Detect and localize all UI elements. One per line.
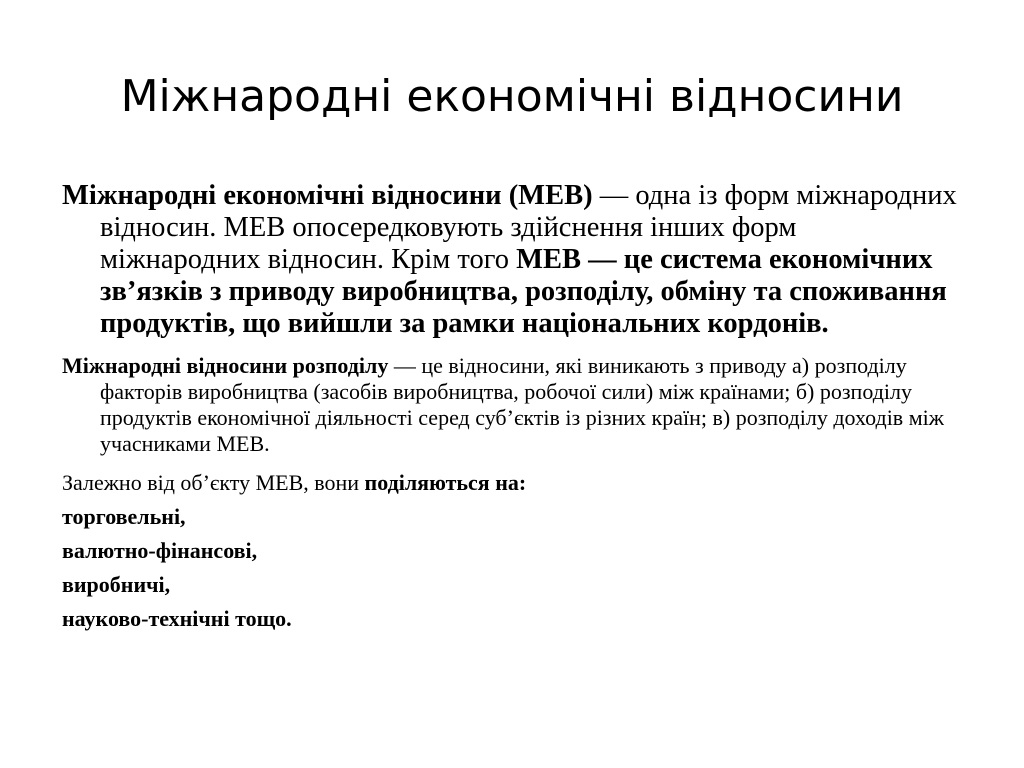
list-item-label: валютно-фінансові, [62,538,258,563]
definition-text: — одна із форм міжнародних відносин. МЕВ опосередковують здійснення інших форм міжнародних відносин. Крім того [100,180,957,275]
term-mev: Міжнародні економічні відносини (МЕВ) [62,180,593,211]
list-item [62,606,962,632]
term-distribution: Міжнародні відносини розподілу [62,353,389,378]
paragraph-mev-definition [62,180,962,340]
distribution-text: — це відносини, які виникають з приводу а) розподілу факторів виробництва (засобів виробництва, робочої сили) між країнами; б) розподілу продуктів економічної діяльності серед суб’єктів із різних країн; в) розподілу доходів між учасниками МЕВ. [100,353,944,456]
paragraph-distribution [62,353,962,457]
list-item-label: торговельні, [62,504,186,529]
classification-text: Залежно від об’єкту МЕВ, вони [62,470,365,495]
paragraph-classification [62,470,962,496]
list-item-label: науково-технічні тощо. [62,606,292,631]
list-item [62,538,962,564]
classification-bold: поділяються на: [364,470,527,495]
list-item-label: виробничі, [62,572,171,597]
slide-body [62,180,962,632]
definition-bold: МЕВ — це система економічних зв’язків з приводу виробництва, розподілу, обміну та споживання продуктів, що вийшли за рамки національних кордонів. [100,244,947,339]
slide-title: Міжнародні економічні відносини [120,71,904,122]
list-item [62,572,962,598]
list-item [62,504,962,530]
